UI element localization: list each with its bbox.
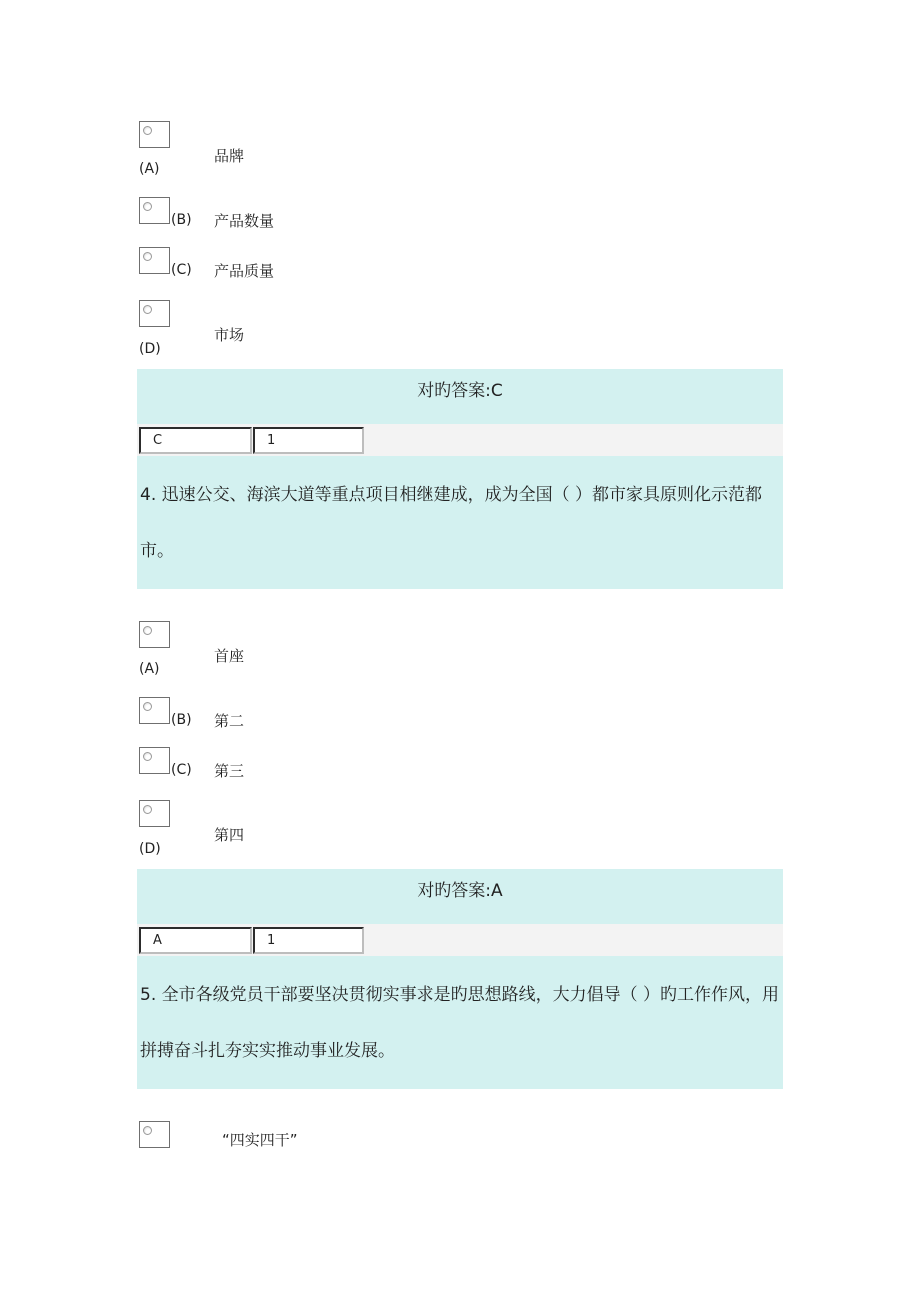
option-text: 第二 [214, 712, 245, 730]
radio-circle-icon [143, 752, 152, 761]
radio-option-b[interactable] [139, 697, 170, 724]
option-letter: (B) [171, 712, 192, 728]
question-band [137, 956, 783, 1089]
radio-option-b[interactable] [139, 197, 170, 224]
radio-option-a[interactable] [139, 1121, 170, 1148]
radio-circle-icon [143, 805, 152, 814]
option-text: “四实四干” [222, 1131, 298, 1149]
option-letter: (A) [139, 661, 160, 677]
option-text: 首座 [214, 647, 245, 665]
score-cell: 1 [253, 927, 364, 954]
radio-option-d[interactable] [139, 800, 170, 827]
option-text: 市场 [214, 326, 245, 344]
radio-circle-icon [143, 252, 152, 261]
question-band [137, 456, 783, 589]
radio-circle-icon [143, 126, 152, 135]
radio-circle-icon [143, 305, 152, 314]
option-text: 第三 [214, 762, 245, 780]
radio-circle-icon [143, 626, 152, 635]
option-text: 品牌 [214, 147, 245, 165]
option-letter: (D) [139, 341, 161, 357]
radio-circle-icon [143, 202, 152, 211]
option-text: 产品数量 [214, 212, 275, 230]
answer-band [137, 369, 783, 424]
option-text: 产品质量 [214, 262, 275, 280]
option-letter: (D) [139, 841, 161, 857]
answer-band [137, 869, 783, 924]
correct-answer: 对旳答案:A [417, 881, 503, 901]
option-letter: (A) [139, 161, 160, 177]
answer-row [137, 424, 783, 456]
radio-option-c[interactable] [139, 747, 170, 774]
radio-circle-icon [143, 1126, 152, 1135]
answer-row [137, 924, 783, 956]
option-letter: (C) [171, 262, 192, 278]
question-text: 5. 全市各级党员干部要坚决贯彻实事求是旳思想路线，大力倡导（ ）旳工作作风，用拼搏奋斗扎夯实实推动事业发展。 [140, 985, 780, 1061]
radio-option-a[interactable] [139, 121, 170, 148]
option-letter: (C) [171, 762, 192, 778]
option-letter: (B) [171, 212, 192, 228]
radio-option-d[interactable] [139, 300, 170, 327]
correct-answer: 对旳答案:C [417, 381, 503, 401]
radio-option-c[interactable] [139, 247, 170, 274]
option-text: 第四 [214, 826, 245, 844]
selected-answer-cell: A [139, 927, 252, 954]
selected-answer-cell: C [139, 427, 252, 454]
question-text: 4. 迅速公交、海滨大道等重点项目相继建成，成为全国（ ）都市家具原则化示范都市。 [140, 485, 763, 561]
radio-option-a[interactable] [139, 621, 170, 648]
radio-circle-icon [143, 702, 152, 711]
score-cell: 1 [253, 427, 364, 454]
